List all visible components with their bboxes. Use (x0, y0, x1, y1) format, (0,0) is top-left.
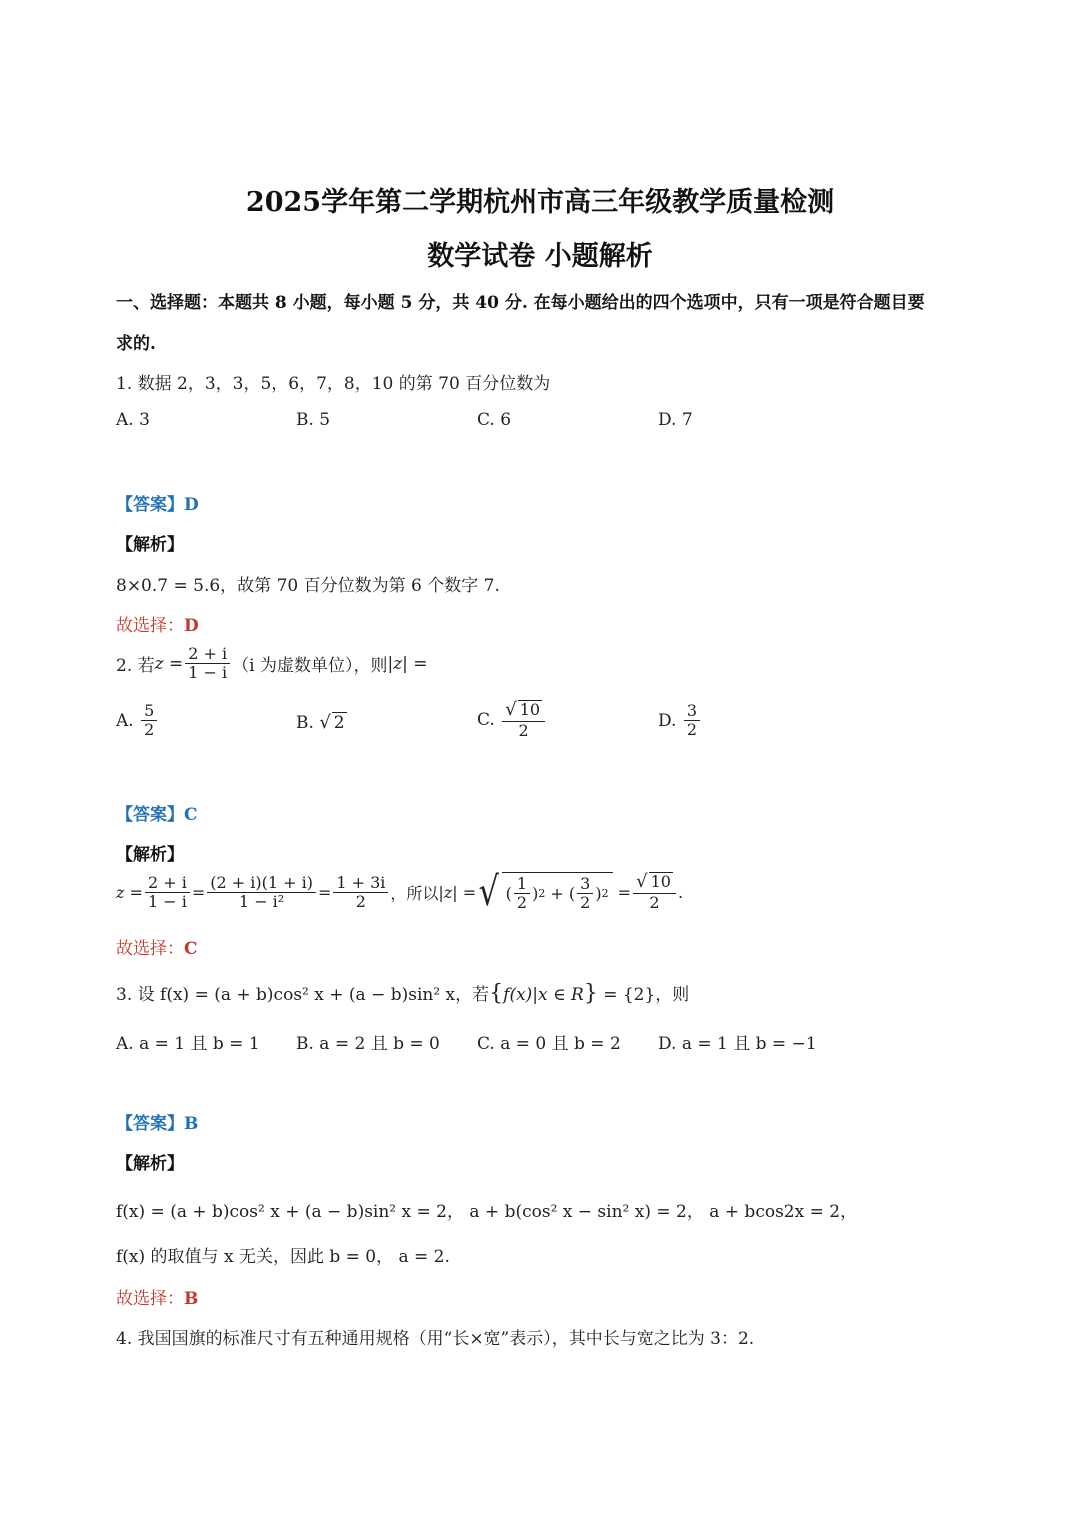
q1-option-b: B. 5 (296, 410, 331, 430)
section-heading-line2: 求的. (116, 334, 156, 354)
section-heading-line1: 一、选择题：本题共 8 小题，每小题 5 分，共 40 分. 在每小题给出的四个选项中，只有一项是符合题目要 (116, 293, 925, 313)
q3-option-b: B. a = 2 且 b = 0 (296, 1034, 440, 1054)
q2-solution: z = $\frac{2 + i}{1 - i}$ = $\frac{(2 + i)(1 + i)}{\text{1 − i²}}$ = $\frac{1 + 3i}{2}$ ，所以 |z| = √ ( $\frac{1}{2}$ ) 2 + ( $\frac{3}{2}$ ) 2 = $\frac{√ 10}{2}$ . (116, 869, 684, 916)
q1-select: 故选择：D (116, 616, 199, 636)
q3-option-d: D. a = 1 且 b = −1 (658, 1034, 817, 1054)
q2-option-d: D. $\frac{3}{2}$ (658, 702, 702, 740)
q1-analysis-label: 【解析】 (116, 535, 184, 555)
doc-subtitle: 数学试卷 小题解析 (427, 241, 653, 272)
q2-answer: 【答案】C (116, 805, 198, 825)
q3-stem: 3. 设 f(x) = (a + b)cos² x + (a − b)sin² x，若{f(x)|x ∈ R} = {2}，则 (116, 981, 690, 1006)
q3-solution-line1: f(x) = (a + b)cos² x + (a − b)sin² x = 2， a + b(cos² x − sin² x) = 2， a + bcos2x = 2， (116, 1202, 858, 1222)
q2-stem: 2. 若 z = $\frac{2 + i}{1 - i}$ （i 为虚数单位），则 |z| = (116, 644, 428, 683)
q2-option-b: B. √ 2 (296, 712, 345, 733)
q2-option-a: A. $\frac{5}{2}$ (116, 702, 159, 740)
q3-solution-line2: f(x) 的取值与 x 无关，因此 b = 0， a = 2. (116, 1247, 450, 1267)
q1-stem: 1. 数据 2，3，3，5，6，7，8，10 的第 70 百分位数为 (116, 374, 551, 394)
q1-solution: 8×0.7 = 5.6，故第 70 百分位数为第 6 个数字 7. (116, 576, 500, 596)
q1-option-d: D. 7 (658, 410, 693, 430)
q2-option-c: C. $\frac{√ 10}{2}$ (477, 700, 547, 740)
q1-option-c: C. 6 (477, 410, 512, 430)
q1-answer: 【答案】D (116, 495, 199, 515)
q2-select: 故选择：C (116, 939, 198, 959)
q4-stem: 4. 我国国旗的标准尺寸有五种通用规格（用“长×宽”表示），其中长与宽之比为 3：2. (116, 1329, 755, 1349)
q2-analysis-label: 【解析】 (116, 845, 184, 865)
q3-option-a: A. a = 1 且 b = 1 (116, 1034, 260, 1054)
q3-answer: 【答案】B (116, 1114, 199, 1134)
q3-analysis-label: 【解析】 (116, 1154, 184, 1174)
q3-select: 故选择：B (116, 1289, 199, 1309)
q1-option-a: A. 3 (116, 410, 150, 430)
q2-stem-fraction: $\frac{2 + i}{1 - i}$ (185, 645, 230, 683)
q3-option-c: C. a = 0 且 b = 2 (477, 1034, 621, 1054)
doc-title: 2025学年第二学期杭州市高三年级教学质量检测 (245, 187, 835, 218)
